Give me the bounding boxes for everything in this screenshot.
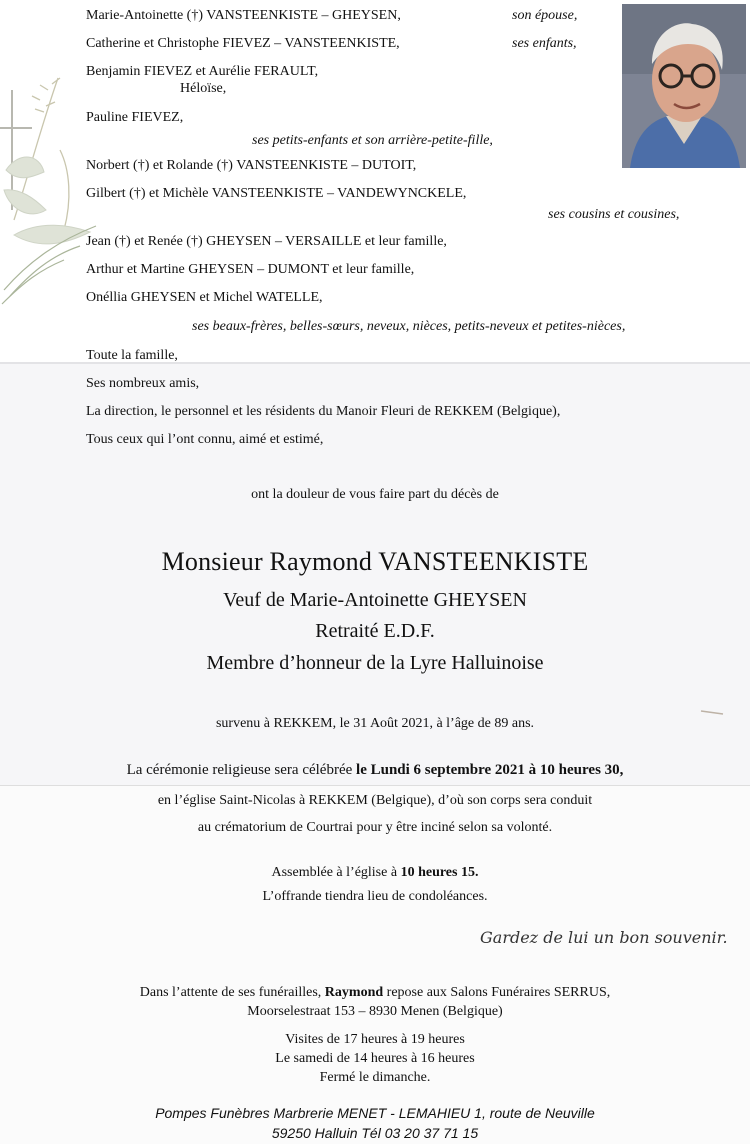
death-line: survenu à REKKEM, le 31 Août 2021, à l’âge de 89 ans.	[215, 716, 535, 731]
family-line: Norbert (†) et Rolande (†) VANSTEENKISTE – DUTOIT,	[86, 158, 417, 173]
funeral-home-rest: repose aux Salons Funéraires SERRUS,	[383, 985, 611, 1000]
funeral-home-name: Raymond	[324, 985, 384, 1000]
visit-hours: Fermé le dimanche.	[319, 1070, 431, 1085]
ceremony-date: le Lundi 6 septembre 2021 à 10 heures 30,	[356, 762, 624, 778]
ceremony-intro: La cérémonie religieuse sera célébrée	[126, 762, 357, 778]
family-line: Tous ceux qui l’ont connu, aimé et estimé,	[86, 432, 324, 447]
paper-fold-line	[0, 785, 750, 786]
family-line: La direction, le personnel et les résidents du Manoir Fleuri de REKKEM (Belgique),	[86, 404, 561, 419]
portrait-photo	[622, 4, 746, 168]
ceremony-line	[0, 761, 750, 780]
family-line: Gilbert (†) et Michèle VANSTEENKISTE – VANDEWYNCKELE,	[86, 186, 467, 201]
family-role: ses beaux-frères, belles-sœurs, neveux, nièces, petits-neveux et petites-nièces,	[192, 319, 626, 334]
family-line: Marie-Antoinette (†) VANSTEENKISTE – GHEYSEN,	[86, 8, 401, 23]
assembly-line	[0, 864, 750, 882]
paper-bottom-panel	[0, 785, 750, 1144]
signature-text: Gardez de lui un bon souvenir.	[480, 928, 728, 947]
funeral-home-line	[0, 984, 750, 1002]
family-line: Toute la famille,	[86, 348, 178, 363]
offering-line: L’offrande tiendra lieu de condoléances.	[262, 889, 488, 904]
family-role: son épouse,	[512, 8, 578, 23]
assembly-time: 10 heures 15.	[400, 865, 479, 880]
deceased-membership: Membre d’honneur de la Lyre Halluinoise	[206, 652, 544, 674]
pen-mark	[700, 708, 724, 716]
family-role: ses enfants,	[512, 36, 577, 51]
family-role: ses cousins et cousines,	[548, 207, 680, 222]
ceremony-line: au crématorium de Courtrai pour y être inciné selon sa volonté.	[197, 820, 553, 835]
deceased-widower: Veuf de Marie-Antoinette GHEYSEN	[223, 589, 527, 611]
family-line: Ses nombreux amis,	[86, 376, 200, 391]
footer-line: 59250 Halluin Tél 03 20 37 71 15	[271, 1125, 479, 1141]
family-line: Jean (†) et Renée (†) GHEYSEN – VERSAILLE et leur famille,	[86, 234, 447, 249]
family-line: Héloïse,	[180, 81, 227, 96]
announcement-text: ont la douleur de vous faire part du décès de	[251, 487, 499, 502]
funeral-home-intro: Dans l’attente de ses funérailles,	[139, 985, 325, 1000]
visit-hours: Visites de 17 heures à 19 heures	[285, 1032, 465, 1047]
assembly-intro: Assemblée à l’église à	[271, 865, 401, 880]
visit-hours: Le samedi de 14 heures à 16 heures	[275, 1051, 475, 1066]
deceased-name: Monsieur Raymond VANSTEENKISTE	[161, 547, 589, 576]
footer-line: Pompes Funèbres Marbrerie MENET - LEMAHIEU 1, route de Neuville	[155, 1105, 595, 1121]
family-line: Onéllia GHEYSEN et Michel WATELLE,	[86, 290, 323, 305]
funeral-home-address: Moorselestraat 153 – 8930 Menen (Belgique)	[247, 1004, 503, 1019]
family-line: Catherine et Christophe FIEVEZ – VANSTEENKISTE,	[86, 36, 400, 51]
ceremony-line: en l’église Saint-Nicolas à REKKEM (Belgique), d’où son corps sera conduit	[157, 793, 593, 808]
family-line: Benjamin FIEVEZ et Aurélie FERAULT,	[86, 64, 319, 79]
deceased-profession: Retraité E.D.F.	[315, 620, 435, 642]
family-line: Arthur et Martine GHEYSEN – DUMONT et leur famille,	[86, 262, 415, 277]
family-role: ses petits-enfants et son arrière-petite-fille,	[252, 133, 493, 148]
family-line: Pauline FIEVEZ,	[86, 110, 184, 125]
